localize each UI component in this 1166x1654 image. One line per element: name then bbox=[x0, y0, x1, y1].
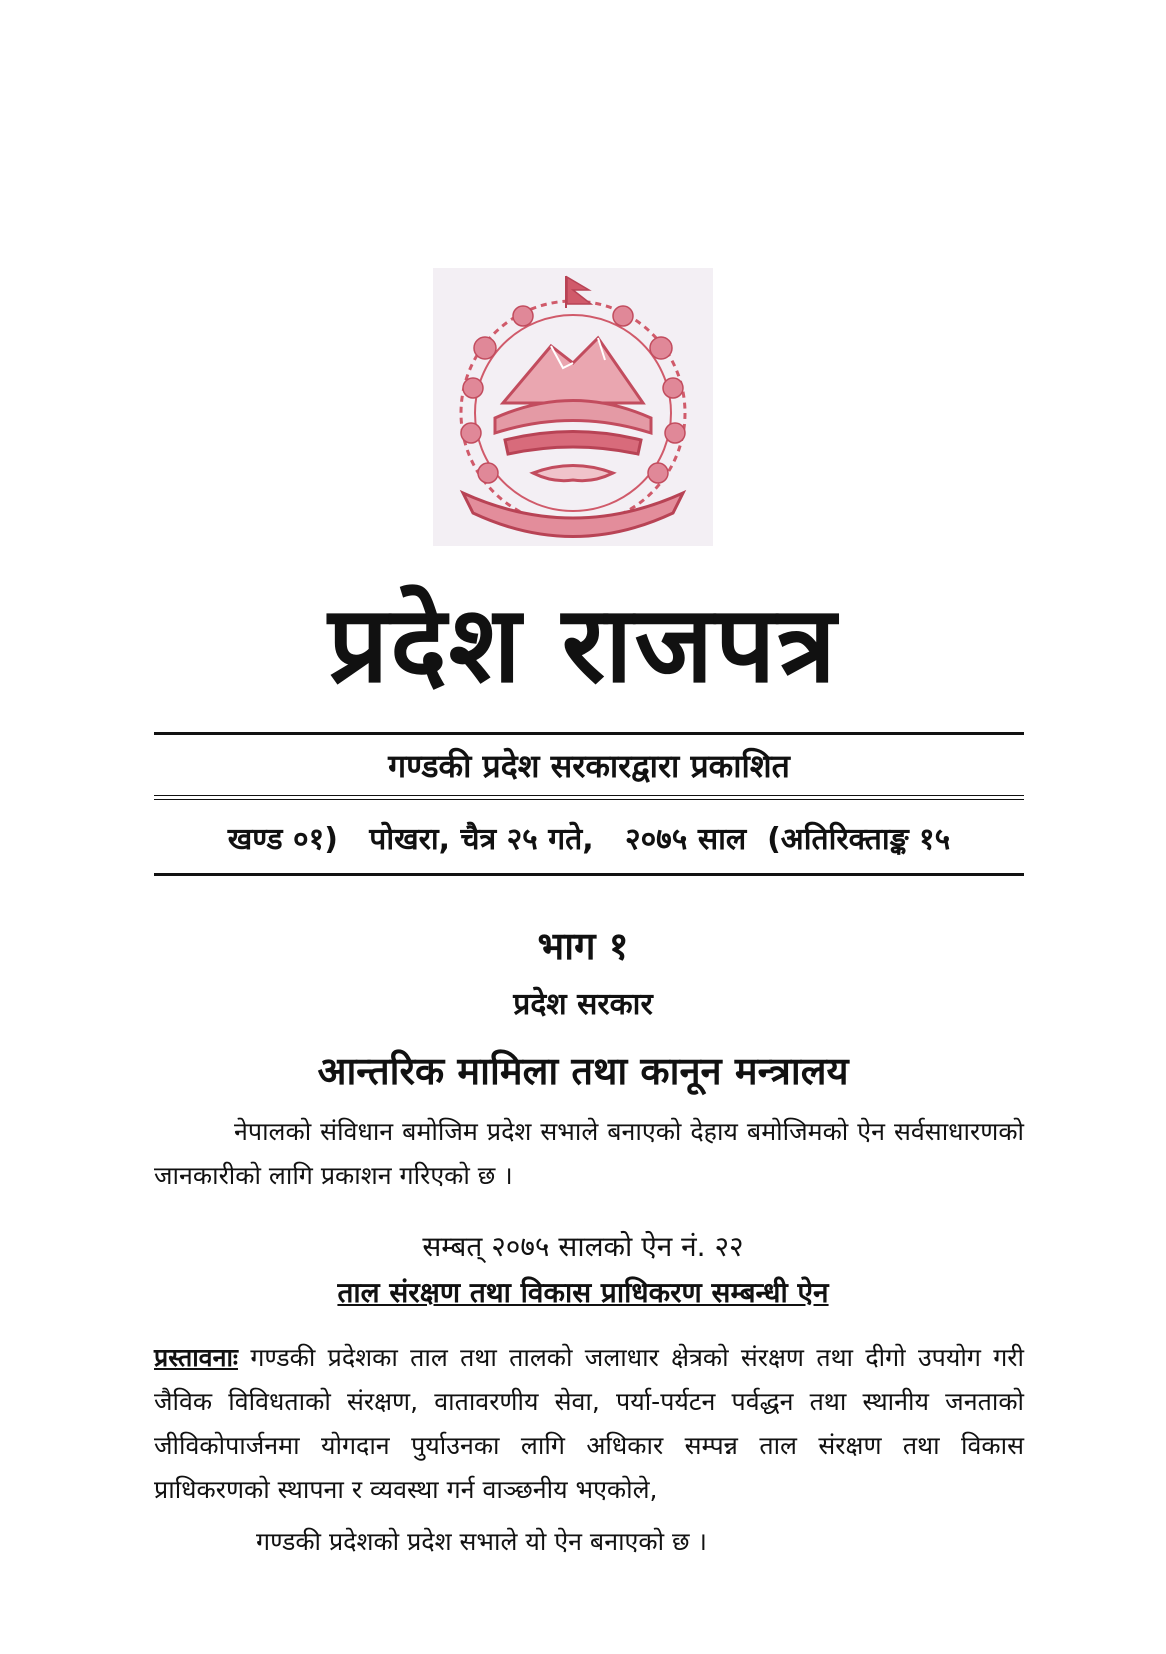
issue-place-date: पोखरा, चैत्र २५ गते, bbox=[369, 822, 594, 857]
issue-details bbox=[154, 816, 1024, 864]
divider-bottom bbox=[154, 873, 1024, 876]
part-heading: भाग १ bbox=[537, 924, 629, 968]
preamble-text: गण्डकी प्रदेशका ताल तथा तालको जलाधार क्षेत्रको संरक्षण तथा दीगो उपयोग गरी जैविक विविधताको संरक्षण, वातावरणीय सेवा, पर्या-पर्यटन पर्वद्धन तथा स्थानीय जनताको जीविकोपार्जनमा योगदान पुर्याउनका लागि अधिकार सम्पन्न ताल संरक्षण तथा विकास प्राधिकरणको स्थापना र व्यवस्था गर्न वाञ्छनीय भएकोले, bbox=[154, 1343, 1024, 1504]
coat-of-arms-icon bbox=[433, 268, 713, 546]
gazette-title: प्रदेश राजपत्र bbox=[328, 583, 838, 706]
act-number: सम्बत् २०७५ सालको ऐन नं. २२ bbox=[422, 1230, 744, 1263]
issue-extra-number: (अतिरिक्ताङ्क १५ bbox=[767, 822, 951, 857]
divider-double-lower bbox=[154, 799, 1024, 800]
divider-double-upper bbox=[154, 795, 1024, 796]
ministry-heading: आन्तरिक मामिला तथा कानून मन्त्रालय bbox=[317, 1049, 849, 1093]
publisher-line: गण्डकी प्रदेश सरकारद्वारा प्रकाशित bbox=[388, 747, 790, 785]
preamble bbox=[154, 1336, 1024, 1512]
enactment-clause: गण्डकी प्रदेशको प्रदेश सभाले यो ऐन बनाएको छ । bbox=[256, 1527, 707, 1556]
issue-year: २०७५ साल bbox=[624, 822, 747, 857]
divider-top bbox=[154, 732, 1024, 735]
publication-notice: नेपालको संविधान बमोजिम प्रदेश सभाले बनाएको देहाय बमोजिमको ऐन सर्वसाधारणको जानकारीको लागि प्रकाशन गरिएको छ । bbox=[154, 1117, 1024, 1190]
issue-volume: खण्ड ०१) bbox=[227, 822, 338, 857]
act-title: ताल संरक्षण तथा विकास प्राधिकरण सम्बन्धी ऐन bbox=[337, 1276, 829, 1309]
government-heading: प्रदेश सरकार bbox=[513, 987, 653, 1022]
preamble-label: प्रस्तावनाः bbox=[154, 1343, 238, 1372]
